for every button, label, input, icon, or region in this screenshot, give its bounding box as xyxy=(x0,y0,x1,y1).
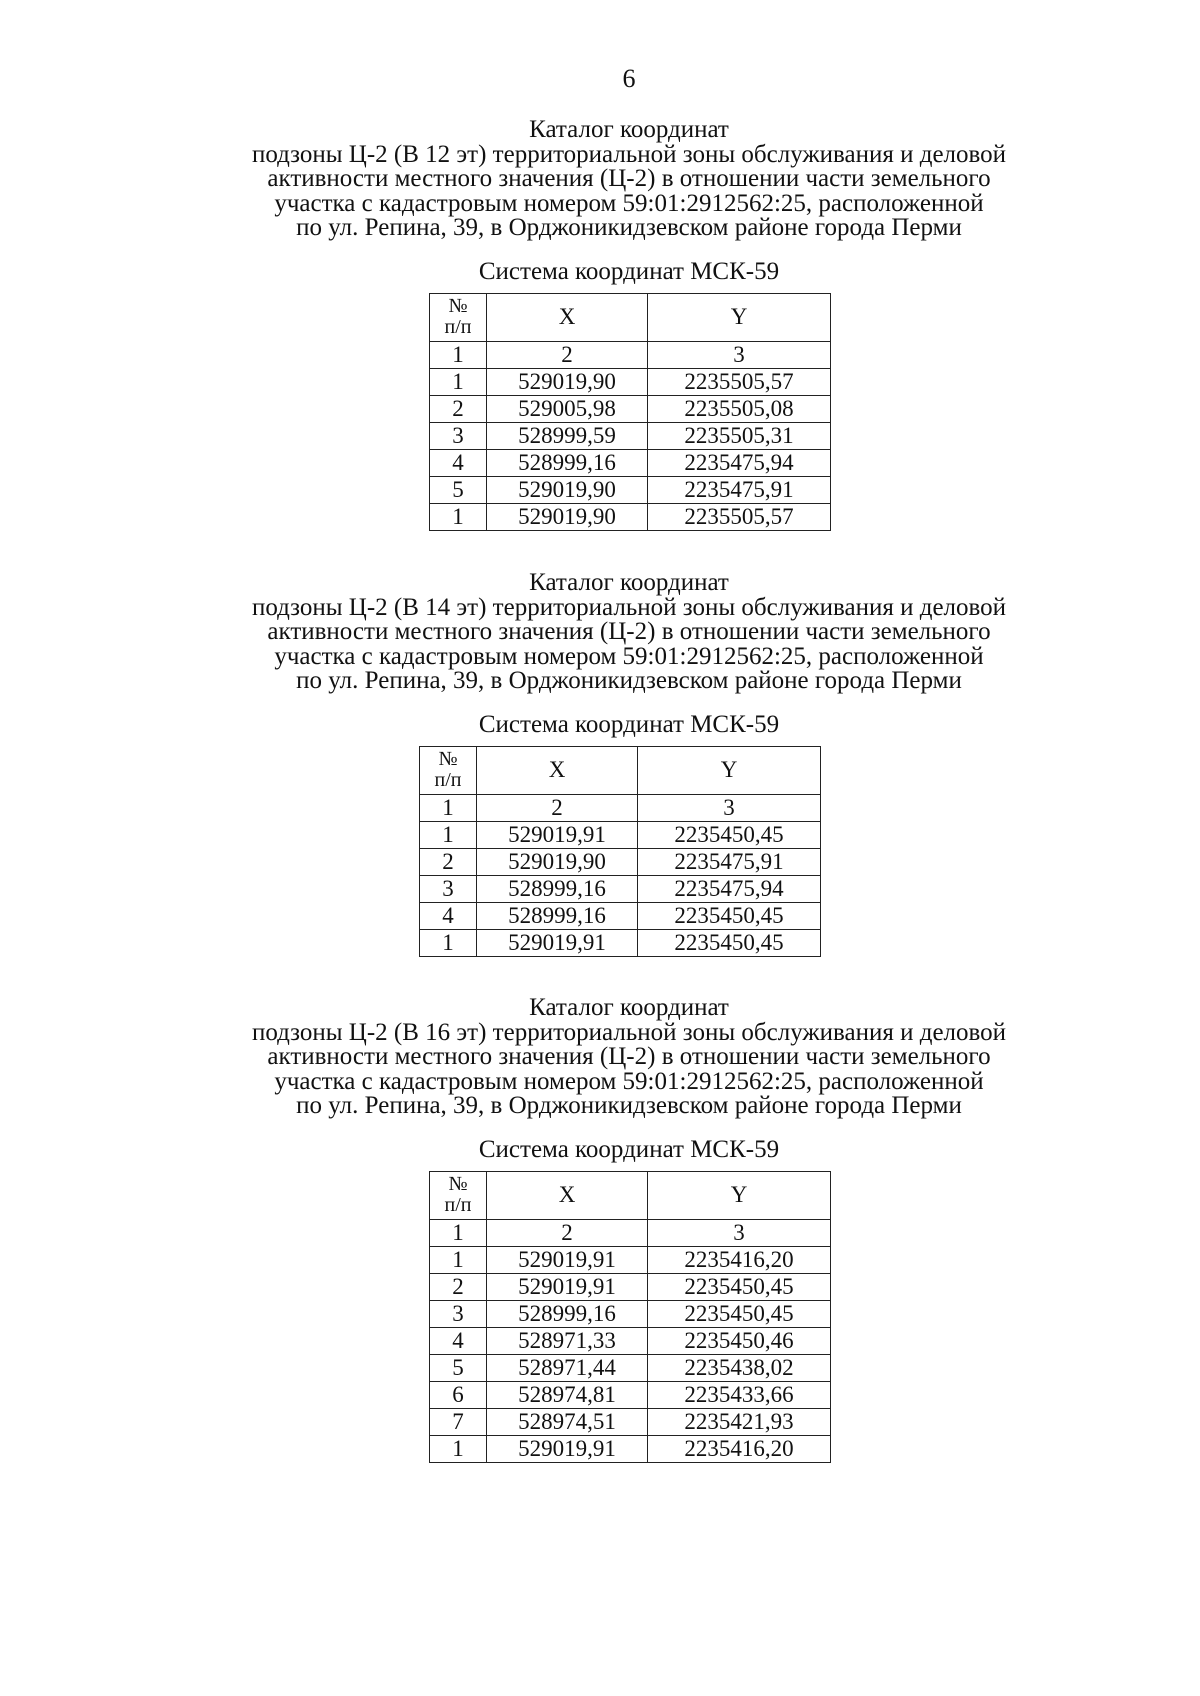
x-coordinate-cell: 528971,44 xyxy=(487,1354,648,1381)
table-row xyxy=(430,476,831,503)
table-row xyxy=(430,1300,831,1327)
column-number-cell: 2 xyxy=(487,1219,648,1246)
coordinate-system-label: Система координат МСК-59 xyxy=(478,257,780,285)
point-number-cell: 3 xyxy=(420,875,477,902)
table-row xyxy=(430,1435,831,1462)
header-x: X xyxy=(487,293,648,341)
header-number: № п/п xyxy=(430,293,487,341)
y-coordinate-cell: 2235416,20 xyxy=(648,1246,831,1273)
x-coordinate-cell: 529019,91 xyxy=(477,929,638,956)
point-number-cell: 6 xyxy=(430,1381,487,1408)
x-coordinate-cell: 528999,16 xyxy=(487,449,648,476)
description-line: по ул. Репина, 39, в Орджоникидзевском районе города Перми xyxy=(296,214,962,241)
table-row xyxy=(420,848,821,875)
point-number-cell: 1 xyxy=(420,929,477,956)
y-coordinate-cell: 2235450,45 xyxy=(648,1273,831,1300)
coordinates-table xyxy=(419,746,821,957)
column-number-cell: 1 xyxy=(430,1219,487,1246)
y-coordinate-cell: 2235475,91 xyxy=(648,476,831,503)
point-number-cell: 7 xyxy=(430,1408,487,1435)
x-coordinate-cell: 528971,33 xyxy=(487,1327,648,1354)
catalog-section xyxy=(0,571,1200,957)
catalog-description xyxy=(0,1018,1200,1119)
table-row xyxy=(430,1327,831,1354)
table-header-row xyxy=(420,746,821,794)
x-coordinate-cell: 529019,90 xyxy=(487,503,648,530)
column-number-cell: 3 xyxy=(638,794,821,821)
column-number-cell: 3 xyxy=(648,341,831,368)
x-coordinate-cell: 528999,16 xyxy=(477,875,638,902)
point-number-cell: 5 xyxy=(430,476,487,503)
description-line: участка с кадастровым номером 59:01:2912562:25, расположенной xyxy=(274,642,984,670)
x-coordinate-cell: 529005,98 xyxy=(487,395,648,422)
table-row xyxy=(430,1408,831,1435)
column-number-cell: 2 xyxy=(487,341,648,368)
point-number-cell: 3 xyxy=(430,422,487,449)
description-line: активности местного значения (Ц-2) в отношении части земельного xyxy=(267,618,991,645)
header-y: Y xyxy=(648,293,831,341)
description-line: участка с кадастровым номером 59:01:2912562:25, расположенной xyxy=(274,189,984,217)
catalog-description xyxy=(0,593,1200,694)
column-number-cell: 1 xyxy=(430,341,487,368)
x-coordinate-cell: 529019,91 xyxy=(487,1246,648,1273)
header-x: X xyxy=(487,1171,648,1219)
table-header-row xyxy=(430,293,831,341)
description-line: по ул. Репина, 39, в Орджоникидзевском районе города Перми xyxy=(296,1092,962,1119)
y-coordinate-cell: 2235505,31 xyxy=(648,422,831,449)
catalog-section xyxy=(0,996,1200,1463)
catalog-description xyxy=(0,140,1200,241)
y-coordinate-cell: 2235450,45 xyxy=(638,929,821,956)
table-header-row xyxy=(430,1171,831,1219)
y-coordinate-cell: 2235475,91 xyxy=(638,848,821,875)
coordinate-system-label: Система координат МСК-59 xyxy=(478,710,780,738)
table-row xyxy=(430,395,831,422)
x-coordinate-cell: 529019,90 xyxy=(487,368,648,395)
y-coordinate-cell: 2235450,45 xyxy=(638,902,821,929)
column-number-cell: 2 xyxy=(477,794,638,821)
table-row xyxy=(420,821,821,848)
x-coordinate-cell: 529019,91 xyxy=(487,1273,648,1300)
x-coordinate-cell: 529019,90 xyxy=(487,476,648,503)
table-row xyxy=(420,929,821,956)
coordinates-table xyxy=(429,1171,831,1463)
description-line: подзоны Ц-2 (В 14 эт) территориальной зоны обслуживания и деловой xyxy=(251,593,1007,621)
table-row xyxy=(430,1381,831,1408)
x-coordinate-cell: 528999,16 xyxy=(477,902,638,929)
table-row xyxy=(430,1273,831,1300)
table-row xyxy=(430,449,831,476)
column-number-cell: 3 xyxy=(648,1219,831,1246)
point-number-cell: 3 xyxy=(430,1300,487,1327)
description-line: участка с кадастровым номером 59:01:2912562:25, расположенной xyxy=(274,1067,984,1095)
table-row xyxy=(430,503,831,530)
description-line: подзоны Ц-2 (В 16 эт) территориальной зоны обслуживания и деловой xyxy=(251,1018,1007,1046)
column-number-row xyxy=(430,1219,831,1246)
point-number-cell: 4 xyxy=(420,902,477,929)
table-row xyxy=(420,902,821,929)
point-number-cell: 1 xyxy=(420,821,477,848)
point-number-cell: 4 xyxy=(430,1327,487,1354)
point-number-cell: 1 xyxy=(430,368,487,395)
page-number: 6 xyxy=(622,64,636,93)
point-number-cell: 5 xyxy=(430,1354,487,1381)
point-number-cell: 1 xyxy=(430,1435,487,1462)
y-coordinate-cell: 2235505,57 xyxy=(648,503,831,530)
y-coordinate-cell: 2235433,66 xyxy=(648,1381,831,1408)
catalog-title: Каталог координат xyxy=(529,116,729,143)
column-number-row xyxy=(420,794,821,821)
table-row xyxy=(430,1354,831,1381)
coordinate-system-label: Система координат МСК-59 xyxy=(478,1135,780,1163)
point-number-cell: 2 xyxy=(420,848,477,875)
y-coordinate-cell: 2235450,45 xyxy=(648,1300,831,1327)
x-coordinate-cell: 528974,51 xyxy=(487,1408,648,1435)
table-row xyxy=(430,368,831,395)
description-line: активности местного значения (Ц-2) в отношении части земельного xyxy=(267,165,991,192)
column-number-cell: 1 xyxy=(420,794,477,821)
header-x: X xyxy=(477,746,638,794)
point-number-cell: 2 xyxy=(430,1273,487,1300)
y-coordinate-cell: 2235438,02 xyxy=(648,1354,831,1381)
y-coordinate-cell: 2235421,93 xyxy=(648,1408,831,1435)
table-row xyxy=(420,875,821,902)
x-coordinate-cell: 528999,16 xyxy=(487,1300,648,1327)
table-row xyxy=(430,422,831,449)
catalog-title: Каталог координат xyxy=(529,994,729,1021)
point-number-cell: 4 xyxy=(430,449,487,476)
header-number: № п/п xyxy=(430,1171,487,1219)
x-coordinate-cell: 528999,59 xyxy=(487,422,648,449)
description-line: по ул. Репина, 39, в Орджоникидзевском районе города Перми xyxy=(296,667,962,694)
header-y: Y xyxy=(648,1171,831,1219)
coordinates-table xyxy=(429,293,831,531)
x-coordinate-cell: 529019,91 xyxy=(477,821,638,848)
point-number-cell: 2 xyxy=(430,395,487,422)
x-coordinate-cell: 529019,90 xyxy=(477,848,638,875)
y-coordinate-cell: 2235416,20 xyxy=(648,1435,831,1462)
table-row xyxy=(430,1246,831,1273)
description-line: активности местного значения (Ц-2) в отношении части земельного xyxy=(267,1043,991,1070)
y-coordinate-cell: 2235450,45 xyxy=(638,821,821,848)
x-coordinate-cell: 528974,81 xyxy=(487,1381,648,1408)
point-number-cell: 1 xyxy=(430,1246,487,1273)
point-number-cell: 1 xyxy=(430,503,487,530)
y-coordinate-cell: 2235475,94 xyxy=(648,449,831,476)
y-coordinate-cell: 2235475,94 xyxy=(638,875,821,902)
y-coordinate-cell: 2235505,08 xyxy=(648,395,831,422)
catalog-section xyxy=(0,118,1200,531)
header-y: Y xyxy=(638,746,821,794)
catalog-title: Каталог координат xyxy=(529,569,729,596)
y-coordinate-cell: 2235505,57 xyxy=(648,368,831,395)
x-coordinate-cell: 529019,91 xyxy=(487,1435,648,1462)
header-number: № п/п xyxy=(420,746,477,794)
description-line: подзоны Ц-2 (В 12 эт) территориальной зоны обслуживания и деловой xyxy=(251,140,1007,168)
column-number-row xyxy=(430,341,831,368)
y-coordinate-cell: 2235450,46 xyxy=(648,1327,831,1354)
